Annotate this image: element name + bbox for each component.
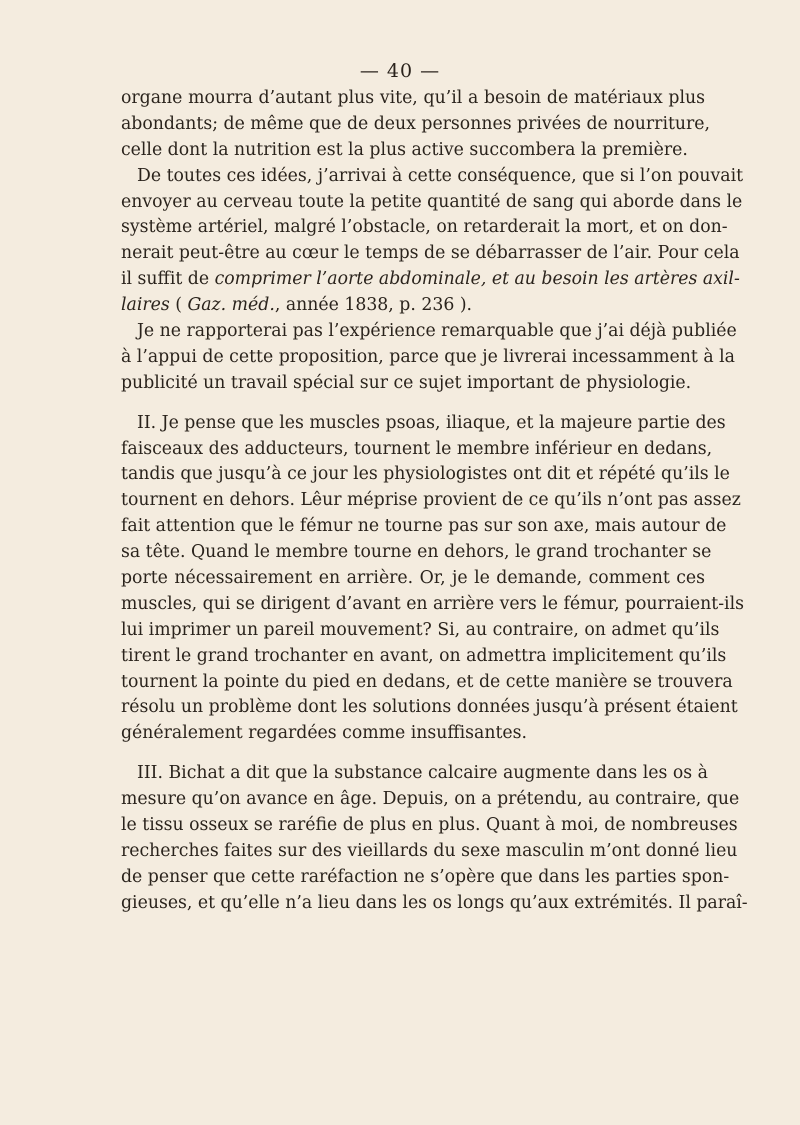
text-line: muscles, qui se dirigent d’avant en arrière vers le fémur, pourraient-ils xyxy=(121,593,744,614)
text-line: de penser que cette raréfaction ne s’opère que dans les parties spon- xyxy=(121,866,730,887)
page-number-header: — 40 — xyxy=(359,60,441,82)
text-line: tirent le grand trochanter en avant, on admettra implicitement qu’ils xyxy=(121,645,727,666)
text-line: Je ne rapporterai pas l’expérience remarquable que j’ai déjà publiée xyxy=(137,321,737,342)
text-line: à l’appui de cette proposition, parce que je livrerai incessamment à la xyxy=(121,346,735,367)
text-line: III. Bichat a dit que la substance calcaire augmente dans les os à xyxy=(137,763,708,784)
text-line: tandis que jusqu’à ce jour les physiologistes ont dit et répété qu’ils le xyxy=(121,464,730,485)
text-line: fait attention que le fémur ne tourne pas sur son axe, mais autour de xyxy=(121,516,727,537)
text-line: résolu un problème dont les solutions données jusqu’à présent étaient xyxy=(121,697,738,718)
text-line: sa tête. Quand le membre tourne en dehors, le grand trochanter se xyxy=(121,542,712,563)
text-line: système artériel, malgré l’obstacle, on retarderait la mort, et on don- xyxy=(121,217,728,238)
paragraph-gap xyxy=(121,397,705,411)
text-segment: , année 1838, p. 236 ). xyxy=(274,295,473,316)
text-line: le tissu osseux se raréfie de plus en plus. Quant à moi, de nombreuses xyxy=(121,815,738,836)
paragraph-gap xyxy=(121,747,705,761)
text-line: faisceaux des adducteurs, tournent le membre inférieur en dedans, xyxy=(121,438,713,459)
text-line: organe mourra d’autant plus vite, qu’il a besoin de matériaux plus xyxy=(121,88,705,108)
italic-text: comprimer l’aorte abdominale, et au besoin les artères axil- xyxy=(214,269,740,290)
text-line: porte nécessairement en arrière. Or, je le demande, comment ces xyxy=(121,568,705,589)
text-segment: ( xyxy=(169,295,188,316)
text-line: envoyer au cerveau toute la petite quantité de sang qui aborde dans le xyxy=(121,191,743,212)
text-line: nerait peut-être au cœur le temps de se débarrasser de l’air. Pour cela xyxy=(121,243,740,264)
text-line: mesure qu’on avance en âge. Depuis, on a prétendu, au contraire, que xyxy=(121,789,740,810)
italic-text: laires xyxy=(121,295,170,316)
text-line xyxy=(121,267,740,293)
text-segment: il suffit de xyxy=(121,269,215,290)
text-line: abondants; de même que de deux personnes privées de nourriture, xyxy=(121,113,711,134)
text-line: celle dont la nutrition est la plus active succombera la première. xyxy=(121,139,688,160)
text-line: De toutes ces idées, j’arrivai à cette conséquence, que si l’on pouvait xyxy=(137,165,744,186)
text-line xyxy=(121,293,705,319)
text-line: gieuses, et qu’elle n’a lieu dans les os longs qu’aux extrémités. Il paraî- xyxy=(121,892,748,913)
italic-text: Gaz. méd. xyxy=(187,295,275,316)
text-line: recherches faites sur des vieillards du sexe masculin m’ont donné lieu xyxy=(121,840,738,861)
body-text xyxy=(121,86,748,917)
text-line: lui imprimer un pareil mouvement? Si, au contraire, on admet qu’ils xyxy=(121,619,720,640)
text-line: tournent la pointe du pied en dedans, et de cette manière se trouvera xyxy=(121,671,733,692)
text-line: généralement regardées comme insuffisantes. xyxy=(121,723,528,744)
text-line: tournent en dehors. Lêur méprise provient de ce qu’ils n’ont pas assez xyxy=(121,490,741,511)
text-line: publicité un travail spécial sur ce sujet important de physiologie. xyxy=(121,372,692,393)
text-line: II. Je pense que les muscles psoas, iliaque, et la majeure partie des xyxy=(137,412,726,433)
